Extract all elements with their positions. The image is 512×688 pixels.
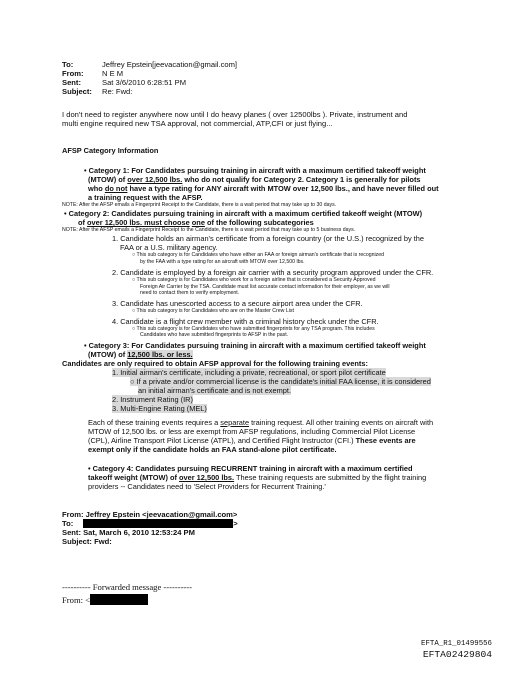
redaction-bar (83, 519, 233, 528)
event-1-detail: ○ If a private and/or commercial license is the candidate's initial FAA license, it is considered (130, 377, 431, 386)
cat1-text: have a type rating for ANY aircraft with MTOW over 12,500 lbs., and have never filled out (127, 184, 439, 193)
sub2-detail: ○ This sub category is for Candidates who work for a foreign airline that is considered a Security Approved (132, 277, 376, 284)
sep-line: MTOW of 12,500 lbs. or less are exempt from AFSP regulations, including Commercial Pilot License (88, 427, 416, 436)
sub1-line: 1. Candidate holds an airman's certificate from a foreign country (or the U.S.) recognized by the (112, 234, 424, 243)
sub2-detail: need to contact them to verify employment. (140, 290, 240, 297)
cat1-underline: do not (104, 184, 128, 193)
category-2 (64, 209, 422, 227)
sep-line: exempt only if the candidate holds an FAA stand-alone pilot certificate. (88, 445, 337, 454)
from-label: From: (62, 69, 84, 78)
cat3-text: (MTOW) of (88, 350, 128, 359)
cat2-underline: one (191, 218, 205, 227)
sub1-detail: ○ This sub category is for Candidates who have either an FAA or foreign airman's certificate that is recognized (132, 252, 385, 258)
only-required: Candidates are only required to obtain AFSP approval for the following training events: (62, 359, 368, 368)
event-3: 3. Multi-Engine Rating (MEL) (112, 404, 207, 413)
sep-text: training request. All other training events on aircraft with (249, 418, 434, 427)
category-1 (84, 166, 439, 202)
event-1-detail: an initial airman's certificate and is not exempt. (138, 386, 291, 395)
forwarded-block (62, 581, 192, 607)
cat4-line: providers -- Candidates need to 'Select Providers for Recurrent Training.' (88, 482, 326, 491)
to-value[interactable]: Jeffrey Epstein[jeevacation@gmail.com] (102, 60, 238, 69)
email2-to-label: To: (62, 519, 74, 528)
sub1-line: FAA or a U.S. military agency. (120, 243, 218, 252)
afsp-title: AFSP Category Information (62, 146, 159, 155)
cat4-underline: over 12,500 lbs. (179, 473, 235, 482)
sep-bold: These events are (355, 436, 416, 445)
training-events (112, 368, 431, 413)
efta-id-2: EFTA02429804 (422, 649, 492, 660)
sep-text: Each of these training events requires a (88, 418, 221, 427)
email2-subject: Subject: Fwd: (62, 537, 112, 546)
sub4-line: 4. Candidate is a flight crew member with a criminal history check under the CFR. (112, 316, 379, 326)
note-1: NOTE: After the AFSP emails a Fingerprint Receipt to the Candidate, there is a wait period that may take up to 30 days. (62, 202, 337, 208)
cat3-underline: 12,500 lbs. or less. (127, 350, 193, 359)
sep-underline: separate (220, 418, 250, 427)
note-2: NOTE: After the AFSP emails a Fingerprint Receipt to the Candidate, there is a wait period that may take up to 5 business days. (62, 227, 356, 233)
cat3-line: • Category 3: For Candidates pursuing training in aircraft with a maximum certified takeoff weight (84, 341, 426, 350)
category-3 (84, 341, 426, 359)
efta-id-1: EFTA_R1_01499556 (421, 640, 492, 648)
footer (421, 639, 492, 661)
cat1-text: (MTOW) of (88, 175, 128, 184)
sent-label: Sent: (62, 78, 81, 87)
email2-sent: Sent: Sat, March 6, 2010 12:53:24 PM (62, 528, 195, 537)
cat2-text: of (78, 218, 88, 227)
cat4-text: These training requests are submitted by the flight training (234, 473, 427, 482)
sub4-detail: Candidates who have submitted fingerprints to AFSP in the past. (140, 332, 289, 339)
body-line: I don't need to register anywhere now until I do heavy planes ( over 12500lbs ). Private, instrument and (62, 110, 408, 119)
separate-paragraph (88, 418, 433, 454)
email-body (62, 110, 492, 128)
subject-value: Re: Fwd: (102, 87, 133, 96)
to-label: To: (62, 60, 74, 69)
email2-from: From: Jeffrey Epstein <jeevacation@gmail.com> (62, 510, 238, 519)
forwarded-line: ---------- Forwarded message ---------- (62, 582, 193, 592)
body-line: multi engine required new TSA approval, not commercial, ATP,CFI or just flying... (62, 119, 333, 128)
sub3-detail: ○ This sub category is for Candidates who are on the Master Crew List (132, 307, 294, 314)
category-4 (88, 464, 426, 491)
cat2-line: • Category 2: Candidates pursuing training in aircraft with a maximum certified takeoff weight (MTOW) (64, 209, 423, 218)
event-1: 1. Initial airman's certificate, including a private, recreational, or sport pilot certificate (112, 368, 386, 377)
sub4-detail: ○ This sub category is for Candidates who have submitted fingerprints for any TSA program. This includes (132, 325, 375, 332)
email-header-2 (62, 510, 238, 546)
cat4-line: • Category 4: Candidates pursuing RECURRENT training in aircraft with a maximum certified (88, 464, 413, 473)
cat2-underline: over 12,500 lbs. must choose (87, 218, 190, 227)
sub2-detail: Foreign Air Carrier by the TSA. Candidate must list accurate contact information for their employer, as we will (140, 283, 390, 290)
cat4-text: takeoff weight (MTOW) of (88, 473, 180, 482)
email-header (62, 60, 237, 96)
cat1-text: who (88, 184, 105, 193)
sub2-line: 2. Candidate is employed by a foreign air carrier with a security program approved under the CFR. (112, 268, 434, 278)
forwarded-from-label: From: < (62, 595, 91, 605)
sent-value: Sat 3/6/2010 6:28:51 PM (102, 78, 187, 87)
event-2: 2. Instrument Rating (IR) (112, 395, 193, 404)
cat1-text: who do not qualify for Category 2. Category 1 is generally for pilots (182, 175, 421, 184)
subject-label: Subject: (62, 87, 92, 96)
subcategories (112, 234, 433, 339)
email2-to-suffix: > (233, 519, 238, 528)
sub3-line: 3. Candidate has unescorted access to a secure airport area under the CFR. (112, 298, 363, 308)
cat1-line: • Category 1: For Candidates pursuing training in aircraft with a maximum certified takeoff weight (84, 166, 426, 175)
cat2-text: of the following subcategories (204, 218, 314, 227)
cat1-underline: over 12,500 lbs. (127, 175, 183, 184)
sep-text: (CPL), Airline Transport Pilot License (ATPL), and Certified Flight Instructor (CFI.) (88, 436, 356, 445)
from-value: N E M (102, 69, 124, 78)
redaction-bar (90, 594, 148, 605)
sub1-detail: by the FAA with a type rating for an aircraft with MTOW over 12,500 lbs. (140, 258, 305, 265)
cat1-line: a training request with the AFSP. (88, 193, 203, 202)
